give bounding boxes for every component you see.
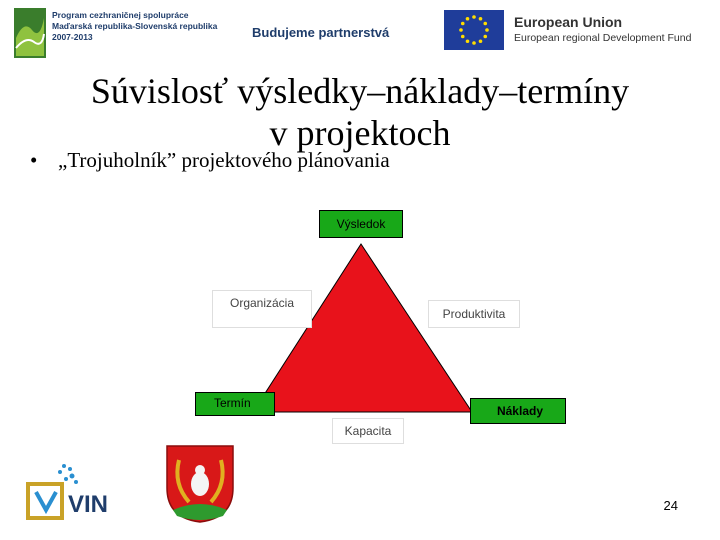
bullet-text: „Trojuholník” projektového plánovania: [58, 148, 390, 172]
program-line: Maďarská republika-Slovenská republika: [52, 21, 218, 31]
bullet-dot: •: [30, 148, 38, 172]
eu-subtitle: European regional Development Fund: [514, 32, 692, 44]
node-term: Termín: [195, 392, 275, 416]
node-result: Výsledok: [319, 210, 403, 238]
title-line-1: Súvislosť výsledky–náklady–termíny: [90, 71, 630, 111]
node-costs: Náklady: [470, 398, 566, 424]
triangle-shape: [253, 244, 472, 412]
node-capacity: Kapacita: [332, 418, 404, 444]
title-line-2: v projektoch: [269, 113, 451, 153]
vin-logo: [24, 462, 144, 524]
municipal-crest: [165, 444, 235, 524]
vin-logo-text: VIN: [68, 491, 109, 518]
tagline: Budujeme partnerstvá: [252, 25, 390, 40]
program-line: 2007-2013: [52, 32, 93, 42]
page-number: 24: [663, 498, 678, 513]
node-organization: Organizácia: [212, 290, 312, 328]
eu-title: European Union: [514, 14, 623, 30]
node-productivity: Produktivita: [428, 300, 520, 328]
program-line: Program cezhraničnej spolupráce: [52, 10, 189, 20]
